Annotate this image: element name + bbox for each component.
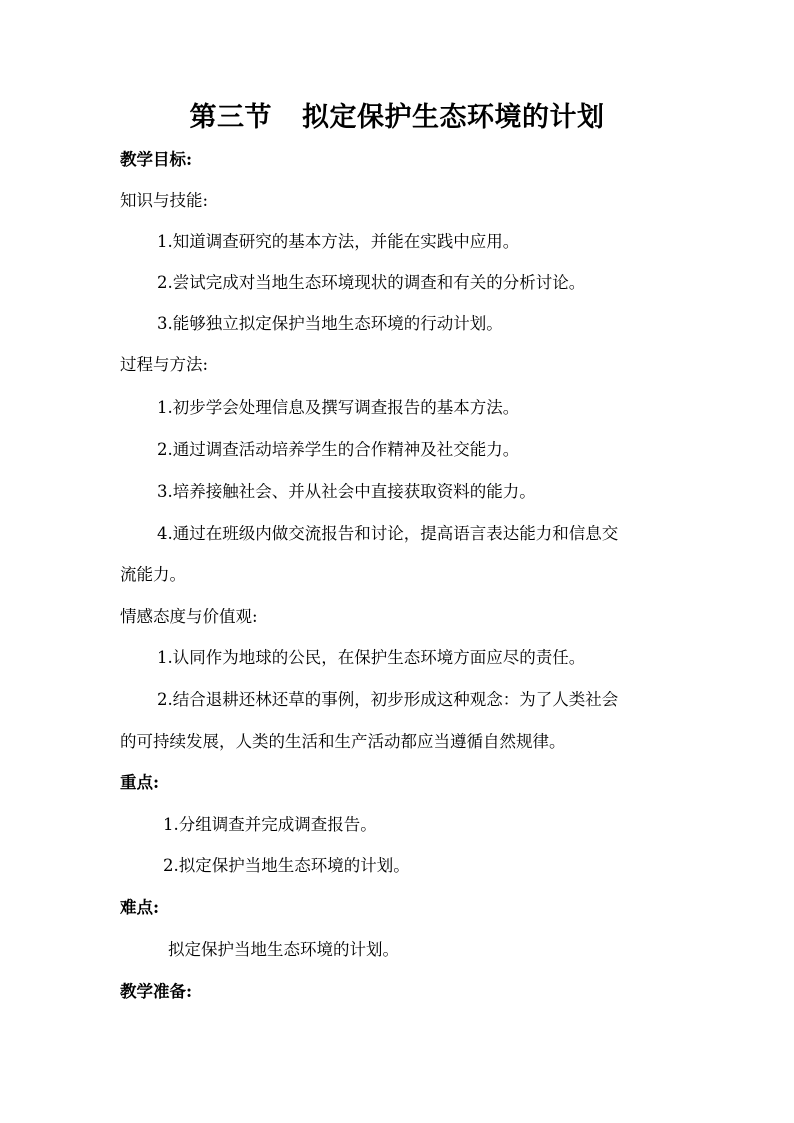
knowledge-item: 1.知道调查研究的基本方法，并能在实践中应用。 (157, 232, 520, 251)
emotion-item: 1.认同作为地球的公民，在保护生态环境方面应尽的责任。 (157, 648, 586, 667)
difficult-points-heading: 难点: (120, 898, 160, 917)
section-number: 第三节 (189, 102, 272, 133)
emotion-heading: 情感态度与价值观: (120, 607, 258, 626)
key-points-heading: 重点: (120, 773, 160, 792)
section-name: 拟定保护生态环境的计划 (302, 102, 605, 133)
process-item: 2.通过调查活动培养学生的合作精神及社交能力。 (157, 440, 520, 459)
process-item: 4.通过在班级内做交流报告和讨论，提高语言表达能力和信息交 (157, 524, 619, 543)
process-item-continuation: 流能力。 (120, 565, 186, 584)
key-point-item: 2.拟定保护当地生态环境的计划。 (163, 856, 410, 875)
objectives-heading: 教学目标: (120, 150, 193, 169)
knowledge-item: 2.尝试完成对当地生态环境现状的调查和有关的分析讨论。 (157, 273, 586, 292)
process-heading: 过程与方法: (120, 355, 209, 374)
page-title (0, 100, 794, 136)
knowledge-item: 3.能够独立拟定保护当地生态环境的行动计划。 (157, 314, 503, 333)
emotion-item-continuation: 的可持续发展，人类的生活和生产活动都应当遵循自然规律。 (120, 732, 566, 751)
difficult-point-item: 拟定保护当地生态环境的计划。 (168, 940, 399, 959)
emotion-item: 2.结合退耕还林还草的事例，初步形成这种观念：为了人类社会 (157, 690, 619, 709)
knowledge-heading: 知识与技能: (120, 191, 209, 210)
key-point-item: 1.分组调查并完成调查报告。 (163, 815, 377, 834)
preparation-heading: 教学准备: (120, 982, 193, 1001)
process-item: 3.培养接触社会、并从社会中直接获取资料的能力。 (157, 482, 536, 501)
process-item: 1.初步学会处理信息及撰写调查报告的基本方法。 (157, 398, 520, 417)
